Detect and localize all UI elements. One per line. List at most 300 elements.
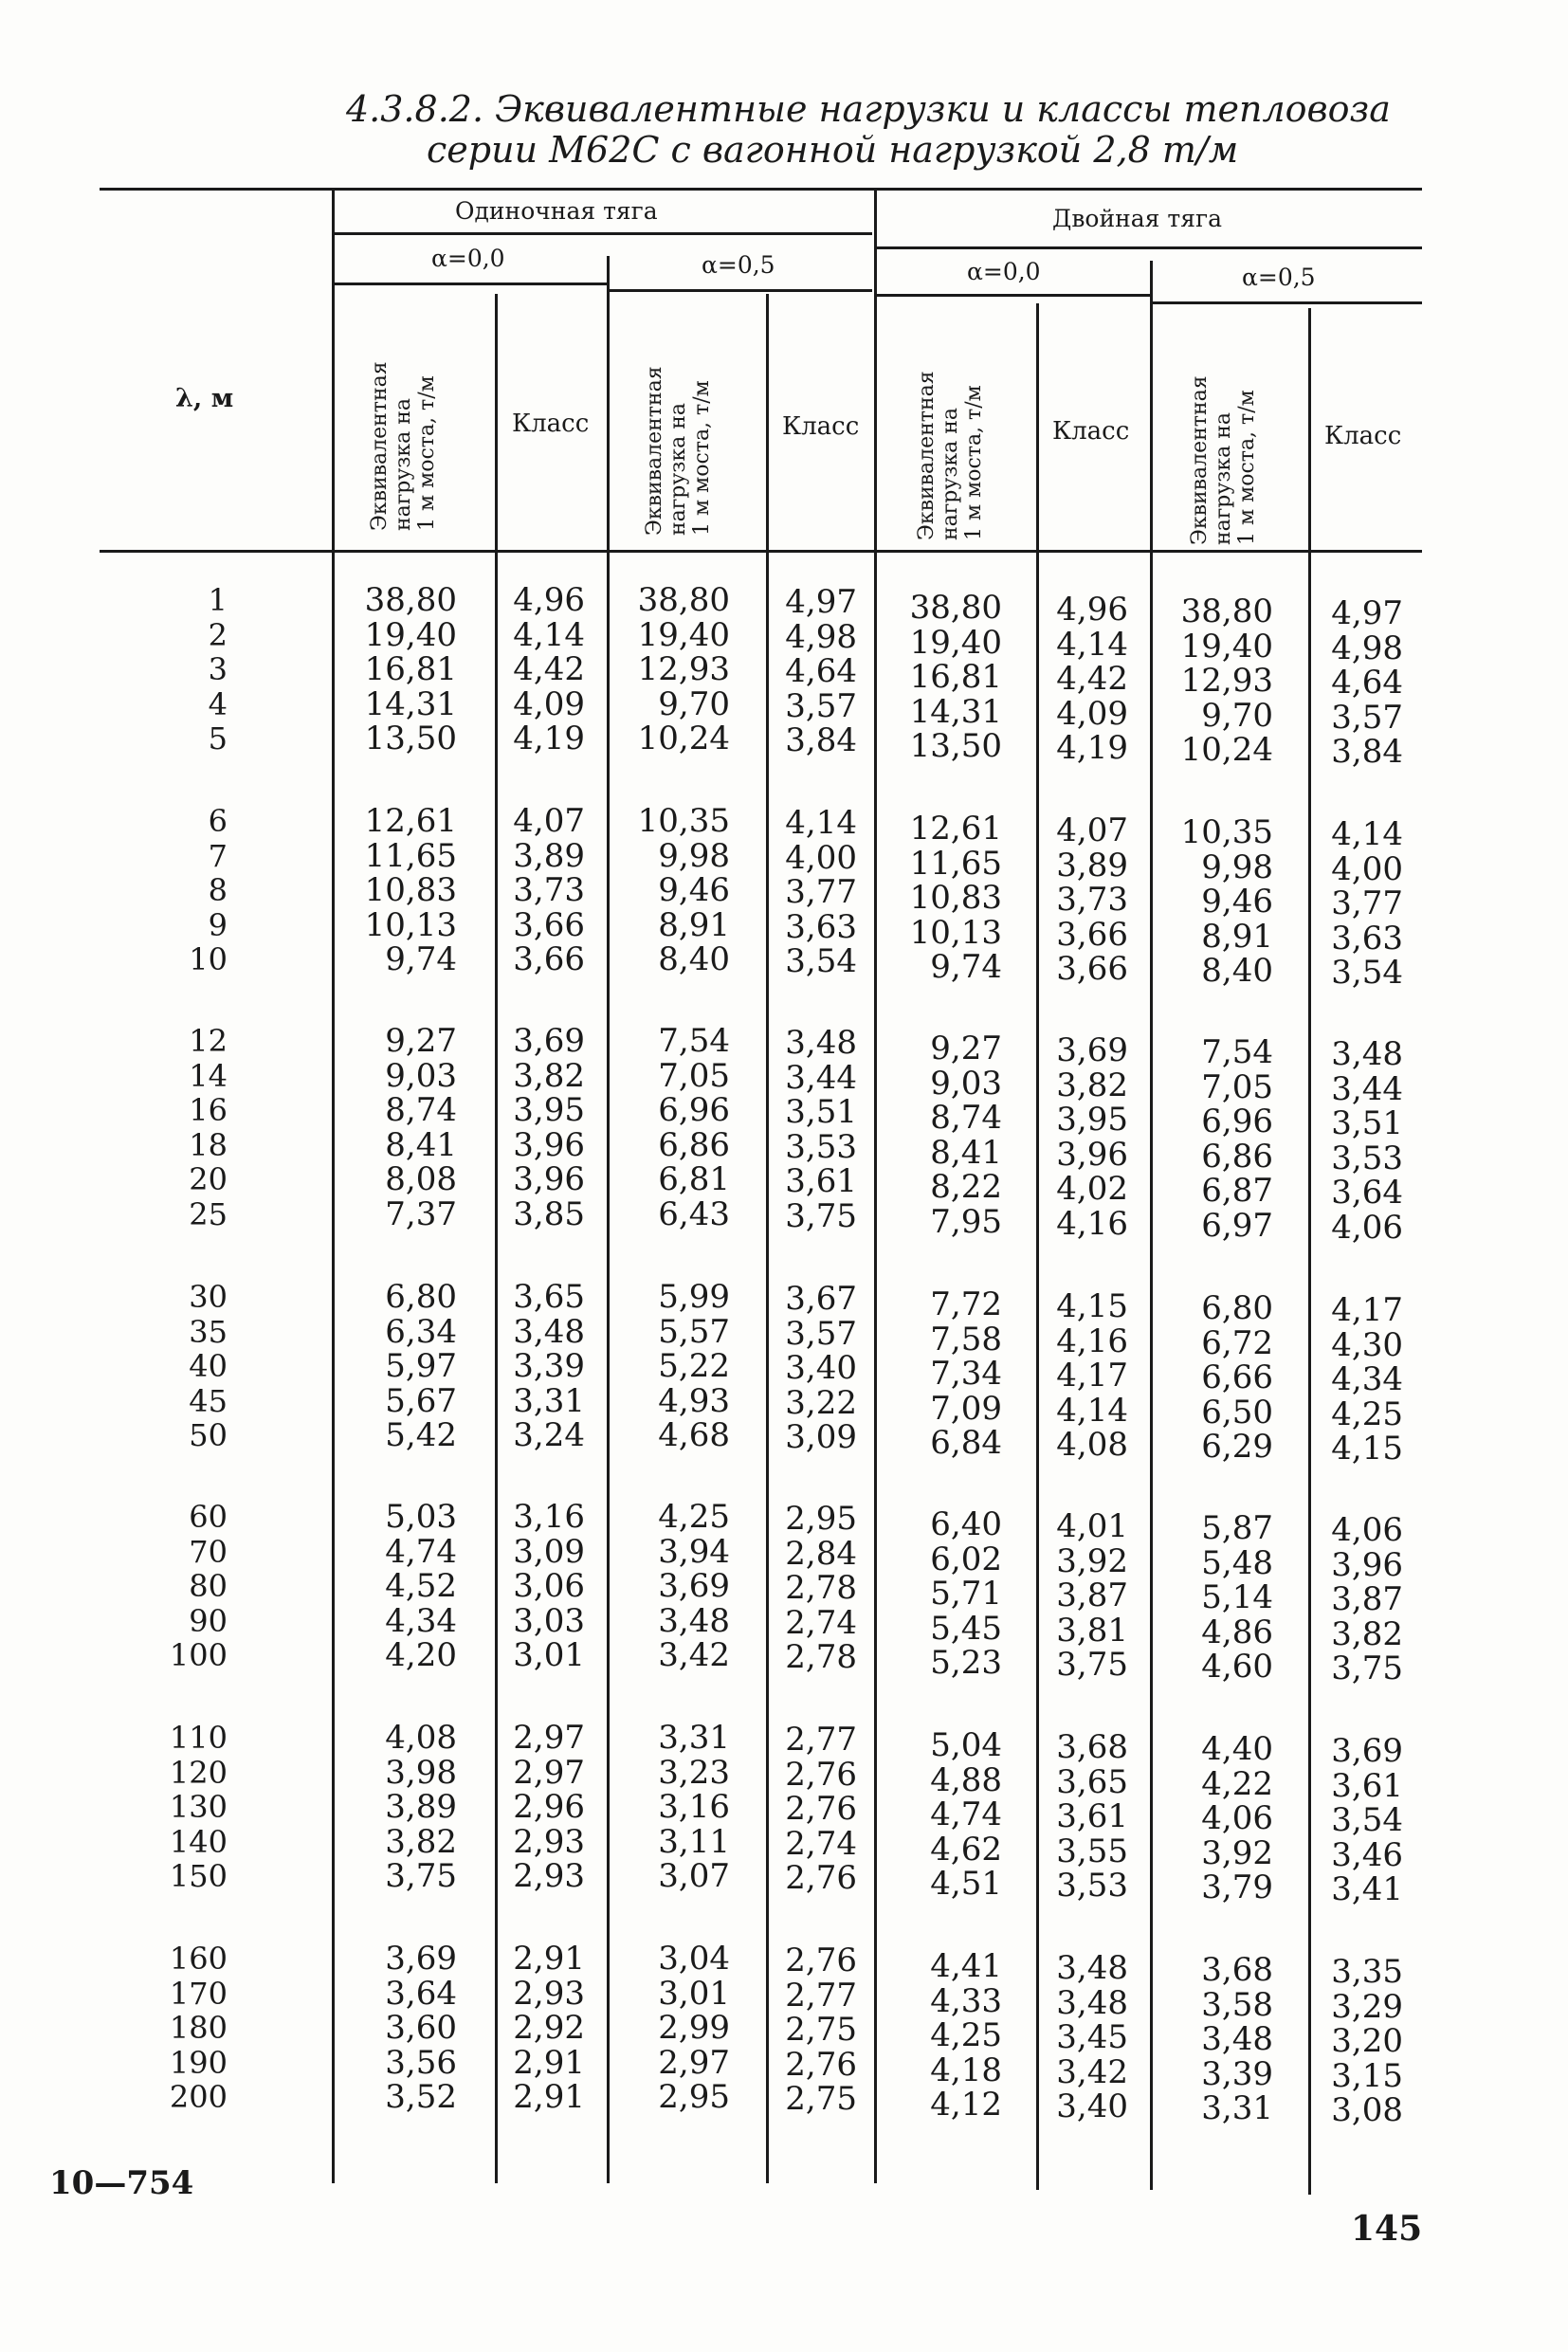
d05-class-cell: 4,30	[1331, 1325, 1403, 1364]
lambda-cell: 120	[169, 1754, 228, 1791]
d05-class-cell: 4,17	[1331, 1291, 1403, 1329]
s0-class-cell: 4,07	[513, 802, 585, 840]
d05-load-cell: 6,97	[1201, 1206, 1273, 1245]
d05-load-cell: 3,68	[1201, 1951, 1273, 1989]
s05-load-cell: 4,68	[658, 1416, 730, 1454]
s05-load-cell: 6,43	[658, 1194, 730, 1233]
s05-load-cell: 3,69	[658, 1567, 730, 1605]
d0-load-cell: 4,18	[930, 2051, 1002, 2089]
d05-class-cell: 4,14	[1331, 815, 1403, 853]
d05-class-cell: 3,51	[1331, 1104, 1403, 1142]
page-number: 145	[1351, 2209, 1423, 2249]
d05-class-cell: 3,61	[1331, 1766, 1403, 1805]
alpha-d0-header: α=0,0	[967, 258, 1041, 285]
s0-class-cell: 3,16	[513, 1498, 585, 1536]
vrule-d0-class	[1036, 303, 1039, 2190]
d05-load-cell: 6,87	[1201, 1172, 1273, 1210]
class-header-s0: Класс	[512, 410, 590, 438]
s0-load-cell: 3,75	[385, 1857, 457, 1895]
s05-load-cell: 5,99	[658, 1278, 730, 1316]
d05-class-cell: 3,77	[1331, 884, 1403, 922]
s05-class-cell: 2,74	[785, 1603, 857, 1642]
s0-class-cell: 2,93	[513, 1822, 585, 1861]
s05-class-cell: 3,22	[785, 1383, 857, 1422]
s05-class-cell: 4,98	[785, 617, 857, 656]
d05-class-cell: 3,63	[1331, 919, 1403, 957]
s0-load-cell: 11,65	[364, 836, 457, 875]
s05-class-cell: 2,75	[785, 2080, 857, 2118]
s05-load-cell: 3,01	[658, 1974, 730, 2013]
d05-class-cell: 3,87	[1331, 1580, 1403, 1618]
d05-class-cell: 3,64	[1331, 1174, 1403, 1212]
lambda-cell: 30	[189, 1279, 228, 1315]
lambda-cell: 140	[169, 1823, 228, 1860]
s0-class-cell: 2,96	[513, 1788, 585, 1826]
lambda-cell: 18	[189, 1126, 228, 1163]
d0-load-cell: 6,02	[930, 1540, 1002, 1578]
s05-class-cell: 3,40	[785, 1349, 857, 1387]
lambda-cell: 60	[189, 1499, 228, 1535]
s05-class-cell: 3,75	[785, 1196, 857, 1235]
s05-class-cell: 2,77	[785, 1976, 857, 2015]
d0-class-cell: 3,40	[1056, 2088, 1128, 2125]
s0-class-cell: 3,69	[513, 1022, 585, 1060]
s0-class-cell: 3,09	[513, 1532, 585, 1571]
s0-load-cell: 3,56	[385, 2043, 457, 2082]
s05-class-cell: 2,76	[785, 1755, 857, 1794]
lambda-cell: 180	[169, 2010, 228, 2046]
s0-class-cell: 3,39	[513, 1347, 585, 1385]
d0-load-cell: 9,27	[930, 1030, 1002, 1067]
vrule-d05-class	[1308, 308, 1311, 2195]
lambda-cell: 70	[189, 1533, 228, 1570]
lambda-cell: 20	[189, 1161, 228, 1197]
s0-class-cell: 3,66	[513, 940, 585, 978]
d05-load-cell: 4,06	[1201, 1799, 1273, 1837]
d0-load-cell: 9,03	[930, 1064, 1002, 1103]
s0-load-cell: 38,80	[364, 581, 457, 619]
lambda-cell: 160	[169, 1941, 228, 1977]
lambda-cell: 150	[169, 1858, 228, 1894]
lambda-cell: 50	[189, 1417, 228, 1453]
d05-class-cell: 4,15	[1331, 1430, 1403, 1468]
d05-load-cell: 3,31	[1201, 2089, 1273, 2127]
lambda-cell: 110	[169, 1720, 228, 1756]
s0-load-cell: 16,81	[364, 650, 457, 688]
s0-class-cell: 2,93	[513, 1857, 585, 1895]
d0-load-cell: 11,65	[909, 844, 1002, 883]
rule-alpha-s0	[332, 283, 607, 285]
s0-load-cell: 10,83	[364, 871, 457, 909]
d05-class-cell: 4,98	[1331, 629, 1403, 667]
d05-load-cell: 9,98	[1201, 848, 1273, 886]
d05-load-cell: 7,54	[1201, 1033, 1273, 1071]
d05-load-cell: 3,39	[1201, 2054, 1273, 2093]
d0-load-cell: 4,51	[930, 1865, 1002, 1903]
d0-load-cell: 7,58	[930, 1320, 1002, 1358]
signature-mark: 10—754	[49, 2164, 194, 2202]
s0-class-cell: 3,89	[513, 836, 585, 875]
s05-class-cell: 2,76	[785, 1790, 857, 1828]
lambda-cell: 6	[208, 803, 228, 839]
d0-load-cell: 13,50	[909, 727, 1002, 765]
s05-load-cell: 7,54	[658, 1022, 730, 1060]
s05-load-cell: 9,70	[658, 684, 730, 723]
d0-load-cell: 8,41	[930, 1133, 1002, 1172]
s0-load-cell: 12,61	[364, 802, 457, 840]
s0-load-cell: 3,60	[385, 2009, 457, 2047]
lambda-header: λ, м	[175, 384, 234, 413]
d0-class-cell: 3,53	[1056, 1867, 1128, 1905]
d05-class-cell: 4,64	[1331, 664, 1403, 702]
d05-class-cell: 3,57	[1331, 698, 1403, 737]
s0-load-cell: 9,03	[385, 1056, 457, 1095]
s0-load-cell: 9,74	[385, 940, 457, 978]
s0-load-cell: 10,13	[364, 905, 457, 944]
d05-class-cell: 3,96	[1331, 1545, 1403, 1584]
d05-load-cell: 10,24	[1180, 731, 1273, 769]
s05-class-cell: 4,14	[785, 804, 857, 842]
rule-alpha-s05	[607, 289, 872, 292]
d05-class-cell: 4,06	[1331, 1208, 1403, 1247]
s05-load-cell: 9,98	[658, 836, 730, 875]
s0-load-cell: 4,74	[385, 1532, 457, 1571]
s05-class-cell: 2,78	[785, 1638, 857, 1676]
d0-class-cell: 4,09	[1056, 694, 1128, 733]
s0-load-cell: 8,74	[385, 1091, 457, 1129]
s05-class-cell: 2,75	[785, 2011, 857, 2049]
s0-class-cell: 3,48	[513, 1312, 585, 1351]
load-header-line-3: 1 м моста, т/м	[962, 385, 986, 540]
alpha-d05-header: α=0,5	[1242, 264, 1316, 291]
load-header-line-3: 1 м моста, т/м	[415, 375, 439, 531]
lambda-cell: 16	[189, 1092, 228, 1128]
s05-class-cell: 3,57	[785, 1314, 857, 1353]
s05-class-cell: 3,77	[785, 873, 857, 911]
lambda-cell: 40	[189, 1348, 228, 1384]
d0-class-cell: 3,92	[1056, 1541, 1128, 1580]
s05-class-cell: 4,97	[785, 583, 857, 621]
s0-load-cell: 4,52	[385, 1567, 457, 1605]
d0-class-cell: 4,14	[1056, 1391, 1128, 1430]
s0-load-cell: 3,98	[385, 1753, 457, 1792]
load-header-d0	[915, 371, 986, 540]
rule-single-under	[332, 232, 872, 235]
d05-class-cell: 4,34	[1331, 1360, 1403, 1398]
s0-class-cell: 2,97	[513, 1753, 585, 1792]
s0-class-cell: 2,97	[513, 1719, 585, 1757]
d05-load-cell: 3,79	[1201, 1869, 1273, 1906]
lambda-cell: 1	[208, 582, 228, 618]
d05-class-cell: 3,46	[1331, 1835, 1403, 1874]
d0-class-cell: 3,48	[1056, 1983, 1128, 2022]
d05-class-cell: 3,84	[1331, 733, 1403, 771]
s05-class-cell: 3,54	[785, 942, 857, 980]
d0-class-cell: 3,45	[1056, 2018, 1128, 2056]
d0-load-cell: 7,09	[930, 1389, 1002, 1428]
d05-load-cell: 6,80	[1201, 1289, 1273, 1327]
s0-class-cell: 3,85	[513, 1194, 585, 1233]
d0-load-cell: 7,95	[930, 1202, 1002, 1241]
load-header-d05	[1188, 375, 1259, 545]
d0-load-cell: 5,71	[930, 1575, 1002, 1613]
load-header-line-3: 1 м моста, т/м	[1235, 390, 1259, 545]
lambda-cell: 7	[208, 837, 228, 874]
lambda-cell: 25	[189, 1195, 228, 1232]
d05-class-cell: 3,69	[1331, 1732, 1403, 1770]
d0-load-cell: 10,13	[909, 913, 1002, 952]
load-header-line-2: нагрузка на	[939, 408, 962, 540]
d0-class-cell: 3,96	[1056, 1135, 1128, 1174]
d0-class-cell: 4,42	[1056, 660, 1128, 698]
s05-class-cell: 3,51	[785, 1093, 857, 1131]
load-header-s0	[368, 361, 439, 531]
d05-load-cell: 3,48	[1201, 2020, 1273, 2058]
d0-class-cell: 4,19	[1056, 729, 1128, 767]
d0-load-cell: 5,45	[930, 1609, 1002, 1648]
s0-class-cell: 3,31	[513, 1381, 585, 1420]
d0-load-cell: 4,74	[930, 1796, 1002, 1833]
d0-class-cell: 4,14	[1056, 625, 1128, 664]
d05-load-cell: 5,48	[1201, 1543, 1273, 1582]
d05-load-cell: 9,70	[1201, 696, 1273, 735]
d0-class-cell: 4,16	[1056, 1322, 1128, 1360]
d0-class-cell: 4,96	[1056, 591, 1128, 629]
s0-load-cell: 3,89	[385, 1788, 457, 1826]
d0-class-cell: 3,61	[1056, 1797, 1128, 1835]
s0-class-cell: 2,93	[513, 1974, 585, 2013]
d0-class-cell: 4,07	[1056, 811, 1128, 849]
s05-class-cell: 2,74	[785, 1824, 857, 1863]
s0-class-cell: 3,73	[513, 871, 585, 909]
d05-class-cell: 3,08	[1331, 2091, 1403, 2129]
lambda-cell: 2	[208, 616, 228, 653]
lambda-cell: 90	[189, 1602, 228, 1639]
d05-load-cell: 12,93	[1180, 662, 1273, 700]
d05-load-cell: 4,60	[1201, 1648, 1273, 1686]
s0-class-cell: 3,82	[513, 1056, 585, 1095]
single-traction-header: Одиночная тяга	[455, 197, 658, 225]
d05-class-cell: 3,54	[1331, 1801, 1403, 1839]
d0-load-cell: 12,61	[909, 810, 1002, 848]
s05-class-cell: 3,63	[785, 907, 857, 946]
d0-class-cell: 4,16	[1056, 1204, 1128, 1243]
lambda-cell: 5	[208, 720, 228, 757]
d05-class-cell: 3,53	[1331, 1139, 1403, 1177]
s05-class-cell: 3,84	[785, 721, 857, 759]
s0-load-cell: 14,31	[364, 684, 457, 723]
d05-load-cell: 5,87	[1201, 1509, 1273, 1547]
d05-class-cell: 3,15	[1331, 2056, 1403, 2095]
s05-class-cell: 3,53	[785, 1127, 857, 1166]
s05-class-cell: 3,09	[785, 1418, 857, 1456]
s0-load-cell: 13,50	[364, 720, 457, 757]
d05-class-cell: 4,25	[1331, 1395, 1403, 1433]
rule-alpha-d0	[877, 294, 1152, 297]
d0-load-cell: 4,41	[930, 1947, 1002, 1985]
s05-class-cell: 2,78	[785, 1569, 857, 1607]
lambda-cell: 9	[208, 906, 228, 943]
s0-load-cell: 6,34	[385, 1312, 457, 1351]
d0-class-cell: 3,66	[1056, 950, 1128, 988]
vrule-s05-class	[766, 294, 769, 2183]
d05-load-cell: 6,96	[1201, 1103, 1273, 1140]
d05-class-cell: 3,48	[1331, 1035, 1403, 1073]
s05-class-cell: 2,77	[785, 1721, 857, 1759]
s0-class-cell: 4,96	[513, 581, 585, 619]
table-title-line-2: серии М62С с вагонной нагрузкой 2,8 т/м	[427, 129, 1239, 171]
double-traction-header: Двойная тяга	[1052, 205, 1223, 232]
d05-class-cell: 3,29	[1331, 1987, 1403, 2026]
s0-class-cell: 4,42	[513, 650, 585, 688]
s0-load-cell: 6,80	[385, 1278, 457, 1316]
d05-load-cell: 19,40	[1180, 627, 1273, 665]
s05-class-cell: 3,44	[785, 1058, 857, 1097]
s05-load-cell: 19,40	[637, 615, 730, 654]
s0-class-cell: 4,14	[513, 615, 585, 654]
d0-load-cell: 4,33	[930, 1981, 1002, 2020]
load-header-line-1: Эквивалентная	[368, 361, 392, 531]
load-header-line-2: нагрузка на	[1212, 412, 1235, 545]
s0-load-cell: 3,82	[385, 1822, 457, 1861]
s05-class-cell: 2,84	[785, 1534, 857, 1573]
d0-load-cell: 5,23	[930, 1644, 1002, 1682]
s05-load-cell: 7,05	[658, 1056, 730, 1095]
s05-load-cell: 4,93	[658, 1381, 730, 1420]
s0-class-cell: 2,91	[513, 1940, 585, 1978]
d0-class-cell: 3,89	[1056, 846, 1128, 884]
s0-class-cell: 2,92	[513, 2009, 585, 2047]
s05-class-cell: 4,00	[785, 838, 857, 877]
load-header-line-1: Эквивалентная	[915, 371, 939, 540]
s05-load-cell: 9,46	[658, 871, 730, 909]
s0-class-cell: 3,03	[513, 1601, 585, 1640]
lambda-cell: 80	[189, 1568, 228, 1604]
s05-load-cell: 3,48	[658, 1601, 730, 1640]
s05-load-cell: 5,57	[658, 1312, 730, 1351]
s05-load-cell: 3,23	[658, 1753, 730, 1792]
lambda-cell: 8	[208, 872, 228, 908]
d05-class-cell: 4,97	[1331, 594, 1403, 632]
s0-load-cell: 5,03	[385, 1498, 457, 1536]
d0-class-cell: 3,95	[1056, 1101, 1128, 1139]
s05-load-cell: 2,99	[658, 2009, 730, 2047]
d05-load-cell: 3,92	[1201, 1833, 1273, 1872]
d0-load-cell: 8,22	[930, 1168, 1002, 1206]
s05-load-cell: 2,97	[658, 2043, 730, 2082]
d05-load-cell: 38,80	[1180, 593, 1273, 630]
s0-load-cell: 5,67	[385, 1381, 457, 1420]
s05-class-cell: 3,61	[785, 1162, 857, 1200]
s05-class-cell: 2,76	[785, 2045, 857, 2084]
d05-class-cell: 3,41	[1331, 1870, 1403, 1908]
s0-load-cell: 5,42	[385, 1416, 457, 1454]
s05-class-cell: 3,57	[785, 686, 857, 725]
s0-class-cell: 3,95	[513, 1091, 585, 1129]
rule-double-under	[877, 246, 1422, 249]
s05-load-cell: 8,91	[658, 905, 730, 944]
d0-class-cell: 3,81	[1056, 1611, 1128, 1650]
lambda-cell: 12	[189, 1023, 228, 1059]
d0-load-cell: 10,83	[909, 879, 1002, 917]
s0-class-cell: 4,19	[513, 720, 585, 757]
s05-load-cell: 3,94	[658, 1532, 730, 1571]
d0-load-cell: 8,74	[930, 1099, 1002, 1137]
d05-load-cell: 3,58	[1201, 1985, 1273, 2024]
s05-class-cell: 3,48	[785, 1024, 857, 1062]
d05-load-cell: 6,66	[1201, 1358, 1273, 1396]
d05-load-cell: 6,50	[1201, 1393, 1273, 1431]
d0-load-cell: 4,25	[930, 2016, 1002, 2054]
d0-class-cell: 4,17	[1056, 1357, 1128, 1395]
d0-class-cell: 3,73	[1056, 881, 1128, 919]
d0-class-cell: 4,01	[1056, 1507, 1128, 1545]
s05-class-cell: 2,76	[785, 1942, 857, 1979]
d05-load-cell: 6,86	[1201, 1137, 1273, 1176]
d05-load-cell: 10,35	[1180, 813, 1273, 851]
d0-load-cell: 4,12	[930, 2086, 1002, 2124]
s0-class-cell: 3,65	[513, 1278, 585, 1316]
d05-load-cell: 8,91	[1201, 917, 1273, 956]
d05-load-cell: 6,72	[1201, 1323, 1273, 1362]
load-header-line-1: Эквивалентная	[643, 366, 666, 536]
d0-load-cell: 4,62	[930, 1830, 1002, 1869]
s0-load-cell: 8,08	[385, 1160, 457, 1198]
d0-load-cell: 5,04	[930, 1726, 1002, 1764]
rule-header-bottom	[100, 550, 1422, 553]
s05-load-cell: 12,93	[637, 650, 730, 688]
d05-class-cell: 3,35	[1331, 1953, 1403, 1991]
d05-load-cell: 4,86	[1201, 1613, 1273, 1651]
s05-load-cell: 8,40	[658, 940, 730, 978]
table-title-line-1: 4.3.8.2. Эквивалентные нагрузки и классы тепловоза	[346, 88, 1391, 130]
s0-load-cell: 4,20	[385, 1636, 457, 1674]
s0-load-cell: 19,40	[364, 615, 457, 654]
d0-load-cell: 16,81	[909, 658, 1002, 696]
s0-load-cell: 5,97	[385, 1347, 457, 1385]
load-header-line-2: нагрузка на	[392, 398, 415, 531]
d05-load-cell: 5,14	[1201, 1578, 1273, 1616]
load-header-line-1: Эквивалентная	[1188, 375, 1212, 545]
lambda-cell: 200	[169, 2079, 228, 2115]
lambda-cell: 130	[169, 1789, 228, 1825]
s0-load-cell: 3,69	[385, 1940, 457, 1978]
lambda-cell: 190	[169, 2044, 228, 2081]
lambda-cell: 4	[208, 685, 228, 722]
s0-class-cell: 2,91	[513, 2043, 585, 2082]
alpha-s05-header: α=0,5	[702, 251, 775, 279]
d0-class-cell: 3,65	[1056, 1762, 1128, 1801]
d05-class-cell: 3,82	[1331, 1614, 1403, 1653]
lambda-cell: 45	[189, 1382, 228, 1419]
s05-load-cell: 6,96	[658, 1091, 730, 1129]
class-header-d05: Класс	[1324, 422, 1402, 450]
lambda-cell: 170	[169, 1975, 228, 2012]
d0-load-cell: 9,74	[930, 948, 1002, 986]
lambda-cell: 14	[189, 1057, 228, 1094]
d0-class-cell: 3,82	[1056, 1066, 1128, 1104]
d0-load-cell: 38,80	[909, 589, 1002, 627]
s0-load-cell: 8,41	[385, 1125, 457, 1164]
s0-load-cell: 4,34	[385, 1601, 457, 1640]
s05-load-cell: 38,80	[637, 581, 730, 619]
d0-load-cell: 7,34	[930, 1355, 1002, 1393]
rule-alpha-d05	[1152, 301, 1422, 304]
d0-class-cell: 3,75	[1056, 1646, 1128, 1684]
d05-load-cell: 7,05	[1201, 1067, 1273, 1106]
rule-top	[100, 188, 1422, 191]
s05-load-cell: 3,16	[658, 1788, 730, 1826]
